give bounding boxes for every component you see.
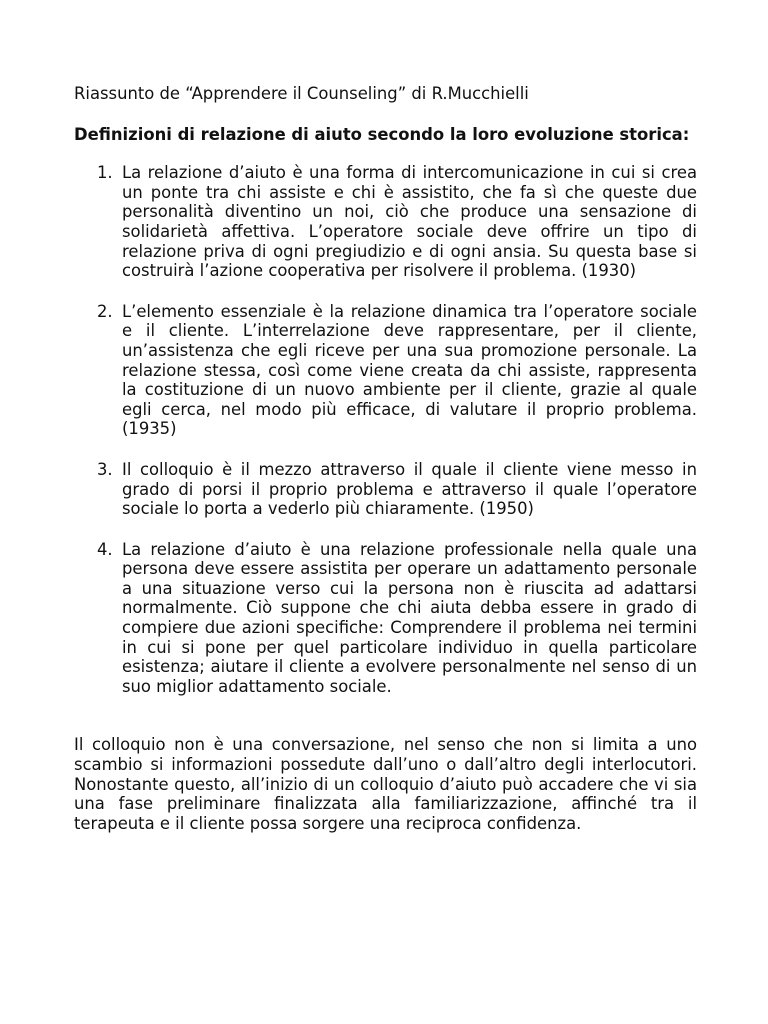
definition-text: L’elemento essenziale è la relazione dinamica tra l’operatore sociale e il cliente. L’interrelazione deve rappresentare, per il cliente, un’assistenza che egli riceve per una sua promozione personale. La relazione stessa, così come viene creata da chi assiste, rappresenta la costituzione di un nuovo ambiente per il cliente, grazie al quale egli cerca, nel modo più efficace, di valutare il proprio problema. (1935) [122, 301, 697, 439]
document-title: Riassunto de “Apprendere il Counseling” di R.Mucchielli [74, 84, 529, 103]
definitions-list [74, 163, 697, 696]
definition-item-1 [74, 163, 697, 281]
definition-item-3 [74, 460, 697, 519]
definition-item-2 [74, 302, 697, 439]
definition-number: 4. [97, 539, 113, 559]
document-page [74, 84, 697, 833]
definition-number: 3. [97, 459, 113, 479]
definition-number: 2. [97, 301, 113, 321]
definition-text: La relazione d’aiuto è una forma di intercomunicazione in cui si crea un ponte tra chi assiste e chi è assistito, che fa sì che queste due personalità diventino un noi, ciò che produce una sensazione di solidarietà affettiva. L’operatore sociale deve offrire un tipo di relazione priva di ogni pregiudizio e di ogni ansia. Su questa base si costruirà l’azione cooperativa per risolvere il problema. (1930) [122, 163, 697, 281]
section-heading: Definizioni di relazione di aiuto secondo la loro evoluzione storica: [74, 124, 690, 144]
definition-text: La relazione d’aiuto è una relazione professionale nella quale una persona deve essere assistita per operare un adattamento personale a una situazione verso cui la persona non è riuscita ad adattarsi normalmente. Ciò suppone che chi aiuta debba essere in grado di compiere due azioni specifiche: Comprendere il problema nei termini in cui si pone per quel particolare individuo in quella particolare esistenza; aiutare il cliente a evolvere personalmente nel senso di un suo miglior adattamento sociale. [122, 539, 697, 696]
definition-item-4 [74, 540, 697, 697]
definition-number: 1. [97, 163, 113, 183]
closing-paragraph: Il colloquio non è una conversazione, nel senso che non si limita a uno scambio si informazioni possedute dall’uno o dall’altro degli interlocutori. Nonostante questo, all’inizio di un colloquio d’aiuto può accadere che vi sia una fase preliminare finalizzata alla familiarizzazione, affinché tra il terapeuta e il cliente possa sorgere una reciproca confidenza. [74, 735, 697, 833]
definition-text: Il colloquio è il mezzo attraverso il quale il cliente viene messo in grado di porsi il proprio problema e attraverso il quale l’operatore sociale lo porta a vederlo più chiaramente. (1950) [122, 459, 697, 519]
